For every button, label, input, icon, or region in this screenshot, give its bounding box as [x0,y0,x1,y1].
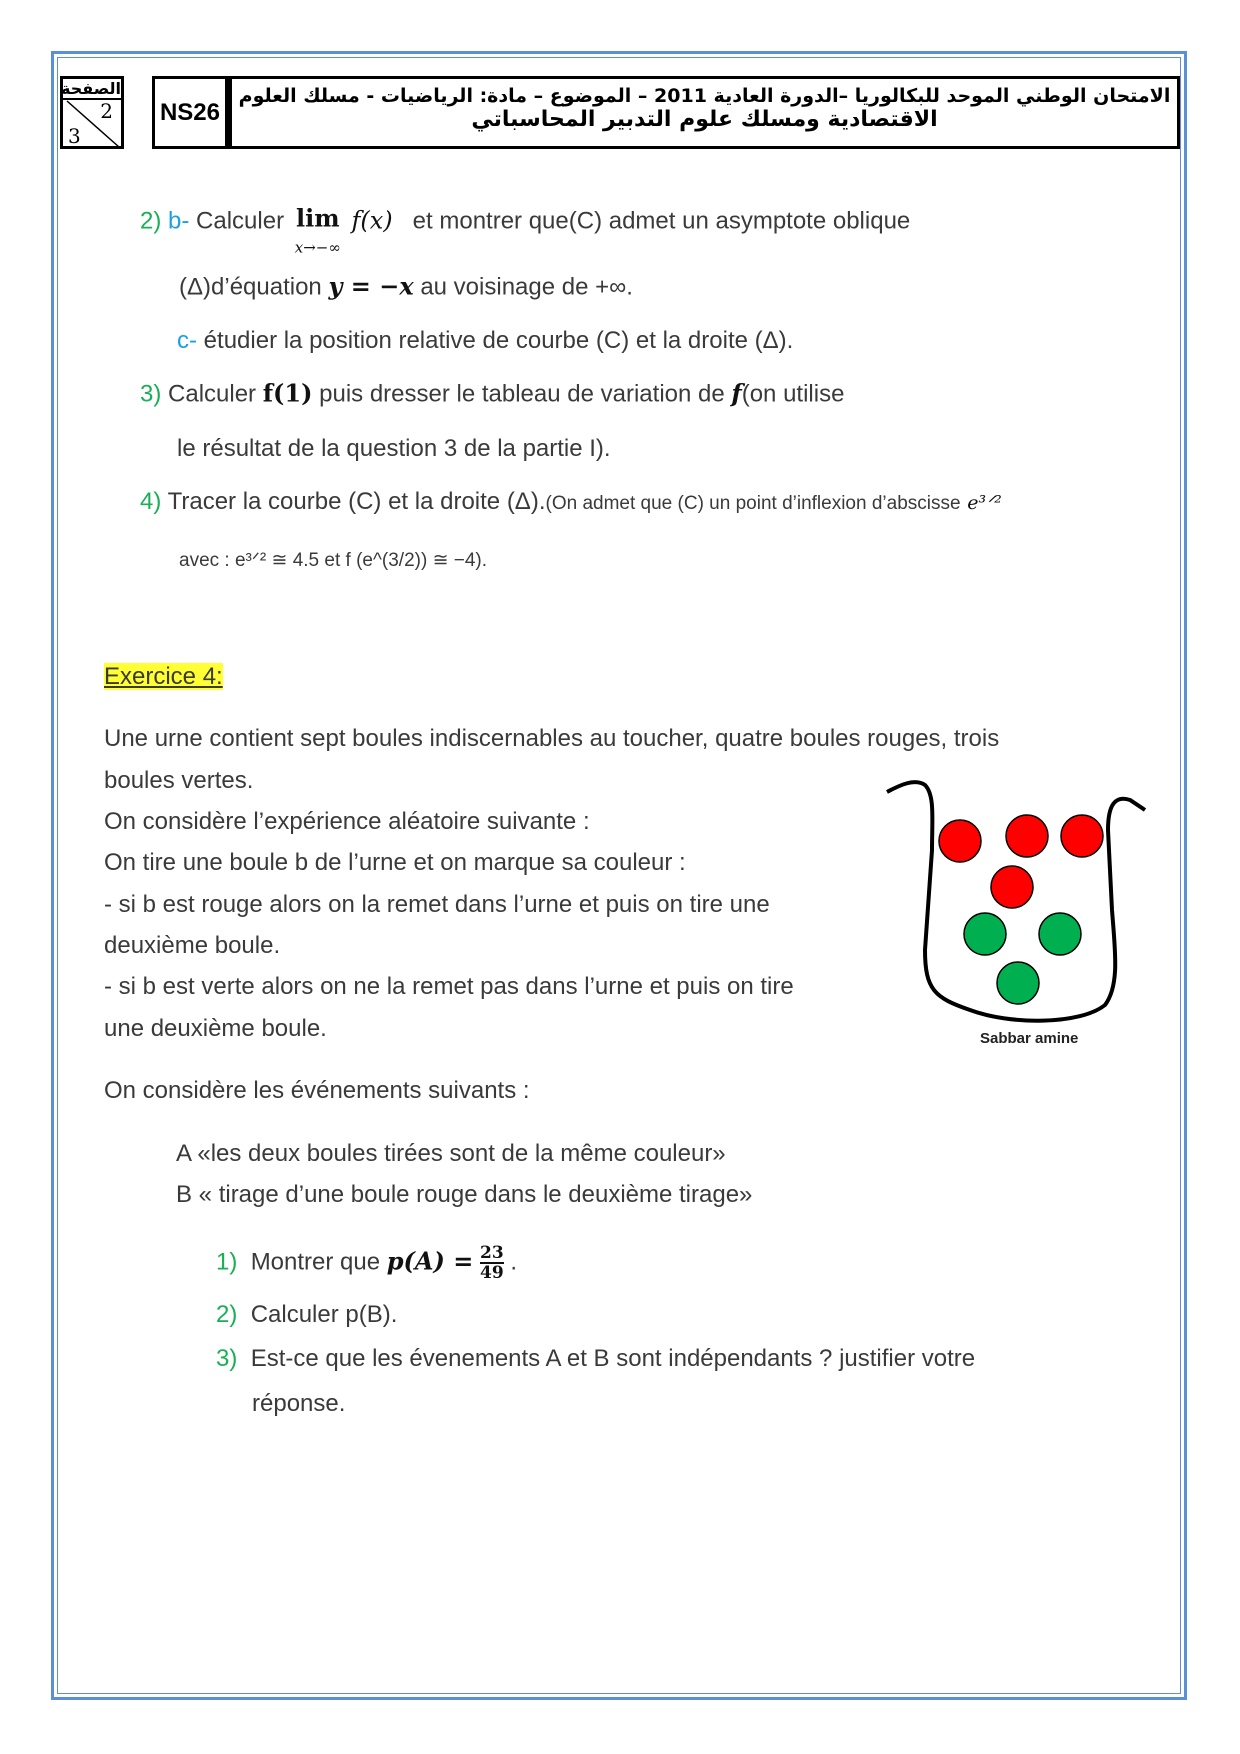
fraction [480,1244,504,1282]
question-number: 1) [216,1248,238,1276]
ex4-question-3-line2: réponse. [252,1390,346,1417]
page-number-box [60,76,124,149]
red-ball [991,866,1033,908]
figure-caption: Sabbar amine [980,1030,1079,1047]
text: Montrer que [250,1248,381,1276]
text: Calculer p(B). [250,1301,398,1328]
lim-sub: x→−∞ [294,238,341,257]
text: (Δ)d’équation [179,273,322,301]
statement-line: boules vertes. [104,767,254,794]
question-number: 2) [216,1301,238,1328]
page-number: 2 [100,99,113,123]
text: puis dresser le tableau de variation de [319,380,725,408]
question-4-line2: avec : e³ᐟ² ≅ 4.5 et f (e^(3/2)) ≅ −4). [179,550,488,571]
green-ball [1039,913,1081,955]
f: f [731,378,742,408]
text: étudier la position relative de courbe (C) et la droite (Δ). [203,327,794,354]
ex4-question-1 [216,1244,517,1282]
question-2b [140,203,911,261]
ex4-question-2 [216,1300,397,1330]
statement-line: - si b est rouge alors on la remet dans l’urne et puis on tire une [104,891,770,918]
statement-line: On tire une boule b de l’urne et on marque sa couleur : [104,849,686,876]
text: (On admet que (C) un point d’inflexion d’abscisse [545,493,961,514]
red-ball [939,820,981,862]
statement-line: une deuxième boule. [104,1015,327,1042]
question-number: 3) [216,1345,238,1372]
exam-code-box [152,76,231,149]
text: . [510,1248,518,1276]
event-a: A «les deux boules tirées sont de la même couleur» [176,1140,726,1167]
exam-title-line2: الاقتصادية ومسلك علوم التدبير المحاسباتي [471,107,938,132]
urn-figure [880,760,1180,1060]
math: e³ᐟ² [967,492,1002,514]
exercise-title [104,662,223,692]
math: p(A) = [386,1246,474,1276]
exam-title-line1: الامتحان الوطني الموحد للبكالوريا –الدورة العادية 2011 – الموضوع – مادة: الرياضيات - مسلك العلوم [238,85,1171,107]
text: Est-ce que les évenements A et B sont indépendants ? justifier votre [250,1345,976,1372]
exam-code: NS26 [159,98,221,126]
exam-title-box [229,76,1180,149]
question-3-line2: le résultat de la question 3 de la partie I). [177,435,611,462]
sub-label: b- [168,207,190,235]
question-number: 2) [140,207,162,235]
lim: lim [295,203,340,233]
text: au voisinage de +∞. [420,273,633,301]
denominator: 49 [480,1263,504,1283]
question-2c [177,326,793,356]
question-4 [140,487,1002,519]
green-ball [997,962,1039,1004]
question-2b-line2 [179,272,633,303]
question-3 [140,379,844,410]
statement-line: - si b est verte alors on ne la remet pas dans l’urne et puis on tire [104,973,794,1000]
text: Calculer [168,380,257,408]
equation: y = −x [328,271,414,301]
ex4-question-3 [216,1344,975,1374]
text: et montrer que(C) admet un asymptote oblique [412,207,911,235]
red-ball [1006,815,1048,857]
text: Calculer [196,207,285,235]
f1: f(1) [262,378,313,408]
event-b: B « tirage d’une boule rouge dans le deuxième tirage» [176,1181,753,1208]
numerator: 23 [480,1243,504,1263]
text: Tracer la courbe (C) et la droite (Δ). [167,488,546,515]
statement-line: deuxième boule. [104,932,281,959]
text: (on utilise [741,380,845,408]
question-number: 3) [140,380,162,408]
exercise-title-text: Exercice 4: [104,663,223,690]
red-ball [1061,815,1103,857]
fx: f(x) [351,206,393,235]
green-ball [964,913,1006,955]
events-intro: On considère les événements suivants : [104,1077,530,1104]
page-label: الصفحة [60,79,121,98]
sub-label: c- [177,327,197,354]
statement-line: Une urne contient sept boules indiscernables au toucher, quatre boules rouges, trois [104,725,1000,752]
question-number: 4) [140,488,162,515]
statement-line: On considère l’expérience aléatoire suivante : [104,808,590,835]
page-total: 3 [68,124,81,148]
